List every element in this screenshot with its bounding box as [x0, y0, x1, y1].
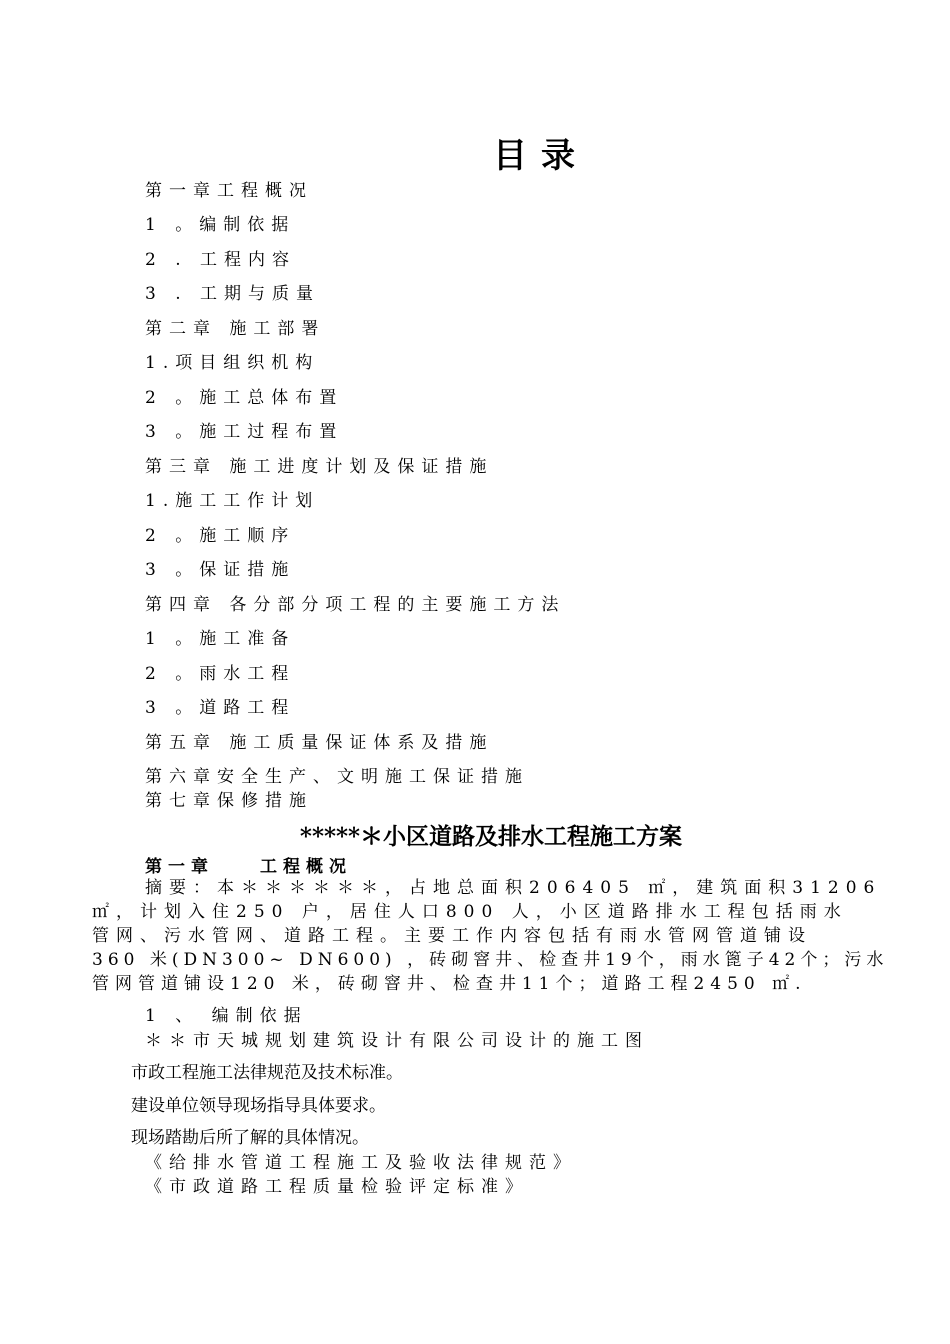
- basis-item: ＊＊市天城规划建筑设计有限公司设计的施工图: [145, 1031, 649, 1051]
- toc-item: 第四章 各分部分项工程的主要施工方法: [145, 595, 566, 615]
- abstract-paragraph: [92, 876, 889, 996]
- document-title: *****＊小区道路及排水工程施工方案: [299, 823, 683, 850]
- toc-item: 第三章 施工进度计划及保证措施: [145, 457, 494, 477]
- abstract-line: 摘要：本＊＊＊＊＊＊，占地总面积206405 ㎡，建筑面积31206: [145, 878, 882, 898]
- basis-item: 建设单位领导现场指导具体要求。: [131, 1096, 386, 1116]
- toc-item: 3 。保证措施: [145, 560, 296, 580]
- toc-item: 3 。施工过程布置: [145, 422, 344, 442]
- abstract-line: ㎡，计划入住250 户，居住人口800 人，小区道路排水工程包括雨水: [92, 902, 848, 922]
- toc-item: 3 . 工期与质量: [145, 284, 321, 304]
- toc-item: 第七章保修措施: [145, 791, 313, 811]
- basis-item: 《给排水管道工程施工及验收法律规范》: [145, 1153, 577, 1173]
- abstract-line: 360 米(DN300~ DN600) ，砖砌窨井、检查井19个，雨水篦子42个；污水: [92, 950, 889, 970]
- toc-item: 2 。施工顺序: [145, 526, 296, 546]
- basis-item: 现场踏勘后所了解的具体情况。: [131, 1128, 369, 1148]
- toc-item: 2 . 工程内容: [145, 250, 297, 270]
- basis-item: 市政工程施工法律规范及技术标准。: [131, 1063, 403, 1083]
- toc-item: 第五章 施工质量保证体系及措施: [145, 733, 494, 753]
- toc-item: 2 。施工总体布置: [145, 388, 344, 408]
- section-heading: 1 、 编制依据: [145, 1006, 308, 1026]
- abstract-line: 管网管道铺设120 米，砖砌窨井、检查井11个；道路工程2450 ㎡.: [92, 974, 807, 994]
- abstract-line: 管网、污水管网、道路工程。主要工作内容包括有雨水管网管道铺设: [92, 926, 812, 946]
- toc-item: 3 。道路工程: [145, 698, 296, 718]
- chapter-name: 工程概况: [260, 857, 352, 877]
- toc-item: 1 。施工准备: [145, 629, 296, 649]
- toc-title: 目录: [493, 136, 589, 176]
- toc-item: 第一章工程概况: [145, 181, 313, 201]
- toc-item: 第二章 施工部署: [145, 319, 326, 339]
- basis-item: 《市政道路工程质量检验评定标准》: [145, 1177, 529, 1197]
- toc-item: 2 。雨水工程: [145, 664, 296, 684]
- toc-item: 第六章安全生产、文明施工保证措施: [145, 767, 529, 787]
- chapter-number: 第一章: [145, 857, 214, 877]
- toc-item: 1.施工工作计划: [145, 491, 320, 511]
- toc-item: 1.项目组织机构: [145, 353, 320, 373]
- chapter-heading: [145, 852, 352, 877]
- toc-item: 1 。编制依据: [145, 215, 296, 235]
